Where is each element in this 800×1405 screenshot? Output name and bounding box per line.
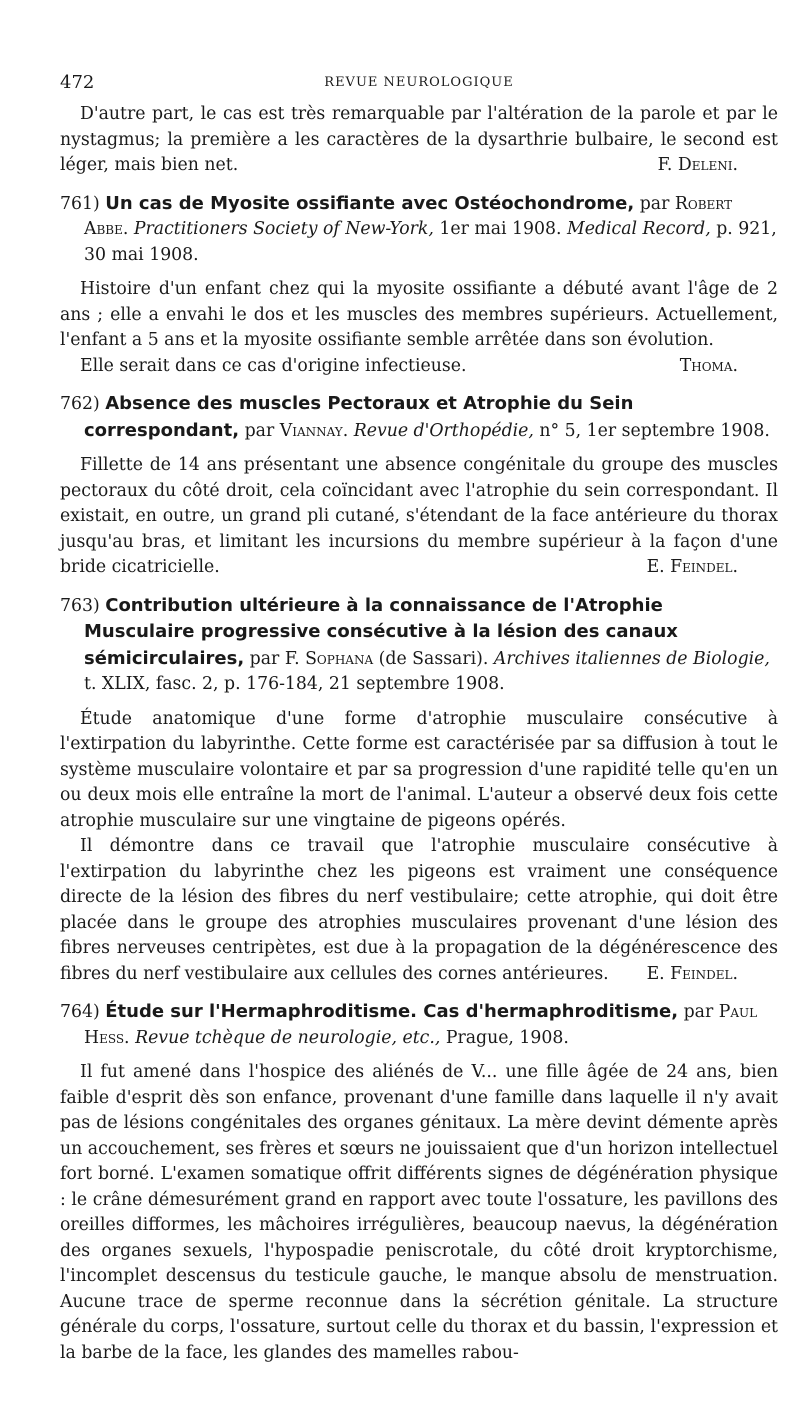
entry-number: 763) (60, 595, 100, 616)
entry-paragraph (60, 834, 778, 987)
entry-763 (60, 593, 778, 988)
intro-signature: F. Deleni. (657, 155, 738, 175)
entry-journal-2: Medical Record, (567, 219, 711, 239)
entry-title: Absence des muscles Pectoraux et Atrophie du Sein correspondant, (84, 393, 634, 441)
entry-details: n° 5, 1er septembre 1908. (539, 420, 770, 441)
entry-paragraph: Étude anatomique d'une forme d'atrophie musculaire consécutive à l'extirpation du labyrinthe. Cette forme est caractérisée par sa diffusion à tout le système musculaire volontaire et par sa progression d'une rapidité telle qu'en un ou deux mois elle entraîne la mort de l'animal. L'auteur a observé deux fois cette atrophie musculaire sur une vingtaine de pigeons opérés. (60, 708, 778, 831)
entry-title: Étude sur l'Hermaphroditisme. Cas d'hermaphroditisme, (105, 1001, 679, 1022)
entry-journal: Revue d'Orthopédie, (353, 420, 534, 441)
entry-heading (60, 391, 778, 444)
entry-number: 761) (60, 193, 100, 214)
entry-author: Robert Abbe. (84, 193, 733, 239)
entry-paragraph (60, 453, 778, 581)
entry-heading (60, 999, 778, 1051)
entry-details: Prague, 1908. (445, 1027, 569, 1048)
entry-by: par (249, 648, 280, 669)
entry-journal: Revue tchèque de neurologie, etc., (135, 1027, 441, 1048)
entry-paragraph-text: Fillette de 14 ans présentant une absence congénitale du groupe des muscles pectoraux du côté droit, cela coïncidant avec l'atrophie du sein correspondant. Il existait, en outre, un grand pli cutané, s'étendant de la face antérieure du thorax jusqu'au bras, et limitant les incursions du membre supérieur à la façon d'une bride cicatricielle. (60, 455, 778, 577)
entry-title: Contribution ultérieure à la connaissance de l'Atrophie Musculaire progressive consécutive à la lésion des canaux sémicirculaires, (84, 594, 678, 669)
entry-762 (60, 391, 778, 581)
intro-text: D'autre part, le cas est très remarquable par l'altération de la parole et par le nystagmus; la première a les caractères de la dysarthrie bulbaire, le second est léger, mais bien net. (60, 104, 778, 175)
entry-by: par (244, 420, 275, 441)
entry-author: Viannay. (279, 420, 349, 441)
entry-number: 762) (60, 394, 100, 414)
entry-paragraph-text: Elle serait dans ce cas d'origine infectieuse. (80, 355, 467, 376)
entry-761 (60, 191, 778, 380)
running-title: REVUE NEUROLOGIQUE (324, 75, 514, 90)
entry-details: t. XLIX, fasc. 2, p. 176-184, 21 septembre 1908. (84, 674, 505, 694)
entry-details: 1er mai 1908. (439, 219, 562, 239)
entry-title: Un cas de Myosite ossifiante avec Ostéochondrome, (105, 192, 635, 214)
entry-author: F. Sophana (284, 648, 374, 669)
entry-journal: Archives italiennes de Biologie, (493, 648, 770, 669)
entry-author: Paul Hess. (84, 1002, 758, 1048)
entry-by: par (683, 1002, 714, 1022)
entry-764 (60, 999, 778, 1366)
entry-paragraph-text: Il démontre dans ce travail que l'atrophie musculaire consécutive à l'extirpation du labyrinthe chez les pigeons est vraiment une conséquence directe de la lésion des fibres du nerf vestibulaire; cette atrophie, qui doit être placée dans le groupe des atrophies musculaires provenant d'une lésion des fibres nerveuses centripètes, est due à la propagation de la dégénérescence des fibres du nerf vestibulaire aux cellules des cornes antérieures. (60, 836, 778, 984)
entry-details-pre: (de Sassari). (378, 648, 489, 669)
entry-heading (60, 593, 778, 698)
page-header (60, 72, 778, 102)
document-page (60, 72, 778, 1366)
entry-by: par (639, 193, 670, 214)
entry-details-2: p. 921, 30 mai 1908. (84, 219, 777, 265)
entry-paragraph: Histoire d'un enfant chez qui la myosite ossifiante a débuté avant l'âge de 2 ans ; elle a envahi le dos et les muscles des membres supérieurs. Actuellement, l'enfant a 5 ans et la myosite ossifiante semble arrêtée dans son évolution. (60, 279, 778, 350)
entry-number: 764) (60, 1002, 100, 1022)
entry-signature: Thoma. (679, 355, 738, 376)
entry-heading (60, 191, 778, 269)
intro-paragraph-block (60, 102, 778, 179)
page-number: 472 (60, 72, 95, 93)
entry-paragraph (60, 354, 778, 380)
entry-paragraph: Il fut amené dans l'hospice des aliénés de V... une fille âgée de 24 ans, bien faible d'esprit dès son enfance, provenant d'une famille dans laquelle il n'y avait pas de lésions congénitales des organes génitaux. La mère devint démente après un accouchement, ses frères et sœurs ne jouissaient que d'un horizon intellectuel fort borné. L'examen somatique offrit différents signes de dégénération physique : le crâne démesurément grand en rapport avec toute l'ossature, les pavillons des oreilles difformes, les mâchoires irrégulières, beaucoup naevus, la dégénération des organes sexuels, l'hypospadie peniscrotale, du côté droit kryptorchisme, l'incomplet descensus du testicule gauche, le manque absolu de menstruation. Aucune trace de sperme reconnue dans la sécrétion génitale. La structure générale du corps, l'ossature, surtout celle du thorax et du bassin, l'expression et la barbe de la face, les glandes des mamelles rabou- (60, 1062, 778, 1363)
entry-signature: E. Feindel. (646, 557, 738, 577)
entry-signature: E. Feindel. (646, 963, 738, 984)
entry-journal: Practitioners Society of New-York, (133, 219, 434, 239)
intro-paragraph (60, 102, 778, 179)
